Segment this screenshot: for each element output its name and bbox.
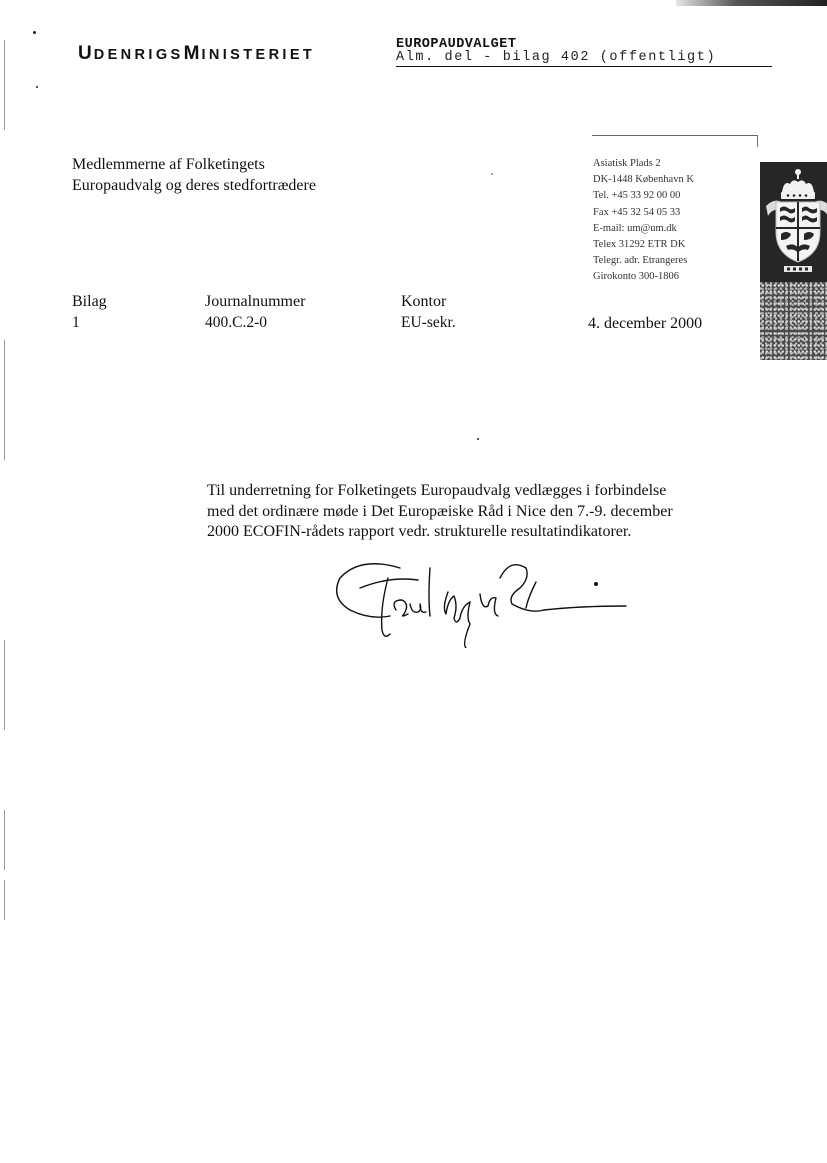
scan-margin-line: [4, 640, 5, 730]
body-line: 2000 ECOFIN-rådets rapport vedr. strukturelle resultatindikatorer.: [207, 523, 632, 540]
address-line: Girokonto 300-1806: [593, 271, 680, 283]
scan-margin-line: [4, 810, 5, 870]
recipient-line: Europaudvalg og deres stedfortrædere: [72, 177, 316, 194]
ministry-name: UDENRIGSMINISTERIET: [78, 43, 316, 64]
scan-margin-line: [4, 40, 5, 130]
address-line: E-mail: um@um.dk: [593, 222, 677, 234]
address-line: Tel. +45 33 92 00 00: [593, 190, 681, 202]
body-line: med det ordinære møde i Det Europæiske Råd i Nice den 7.-9. december: [207, 502, 673, 520]
committee-title-stamp: EUROPAUDVALGET: [396, 37, 517, 52]
recipient-line: Medlemmerne af Folketingets: [72, 156, 265, 173]
scan-speck: [33, 31, 36, 34]
handwritten-signature: [330, 548, 630, 648]
scan-speck: [36, 86, 38, 88]
letter-body: [207, 481, 727, 543]
coat-of-arms-icon: [760, 162, 827, 360]
bilag-value: 1: [72, 314, 80, 331]
address-line: DK-1448 København K: [593, 174, 694, 186]
address-line: Fax +45 32 54 05 33: [593, 206, 681, 218]
journal-number-value: 400.C.2-0: [205, 314, 267, 331]
address-divider: [592, 135, 758, 136]
bilag-label: Bilag: [72, 293, 107, 310]
address-line: Telegr. adr. Etrangeres: [593, 255, 688, 267]
office-label: Kontor: [401, 293, 447, 310]
address-block: [593, 156, 694, 286]
scan-speck: [477, 438, 479, 440]
scan-speck: [491, 173, 493, 175]
scan-margin-line: [4, 880, 5, 920]
scan-margin-line: [4, 340, 5, 460]
address-line: Telex 31292 ETR DK: [593, 239, 686, 251]
body-line: Til underretning for Folketingets Europaudvalg vedlægges i forbindelse: [207, 482, 667, 499]
scan-edge-artifact: [676, 0, 827, 6]
committee-reference-stamp: Alm. del - bilag 402 (offentligt): [396, 50, 772, 67]
address-divider-tick: [757, 135, 758, 147]
letter-date: 4. december 2000: [588, 315, 703, 332]
office-value: EU-sekr.: [401, 314, 456, 331]
journal-number-label: Journalnummer: [205, 293, 306, 310]
recipient-block: [72, 154, 316, 196]
arms-texture: [760, 282, 827, 360]
address-line: Asiatisk Plads 2: [593, 158, 661, 169]
